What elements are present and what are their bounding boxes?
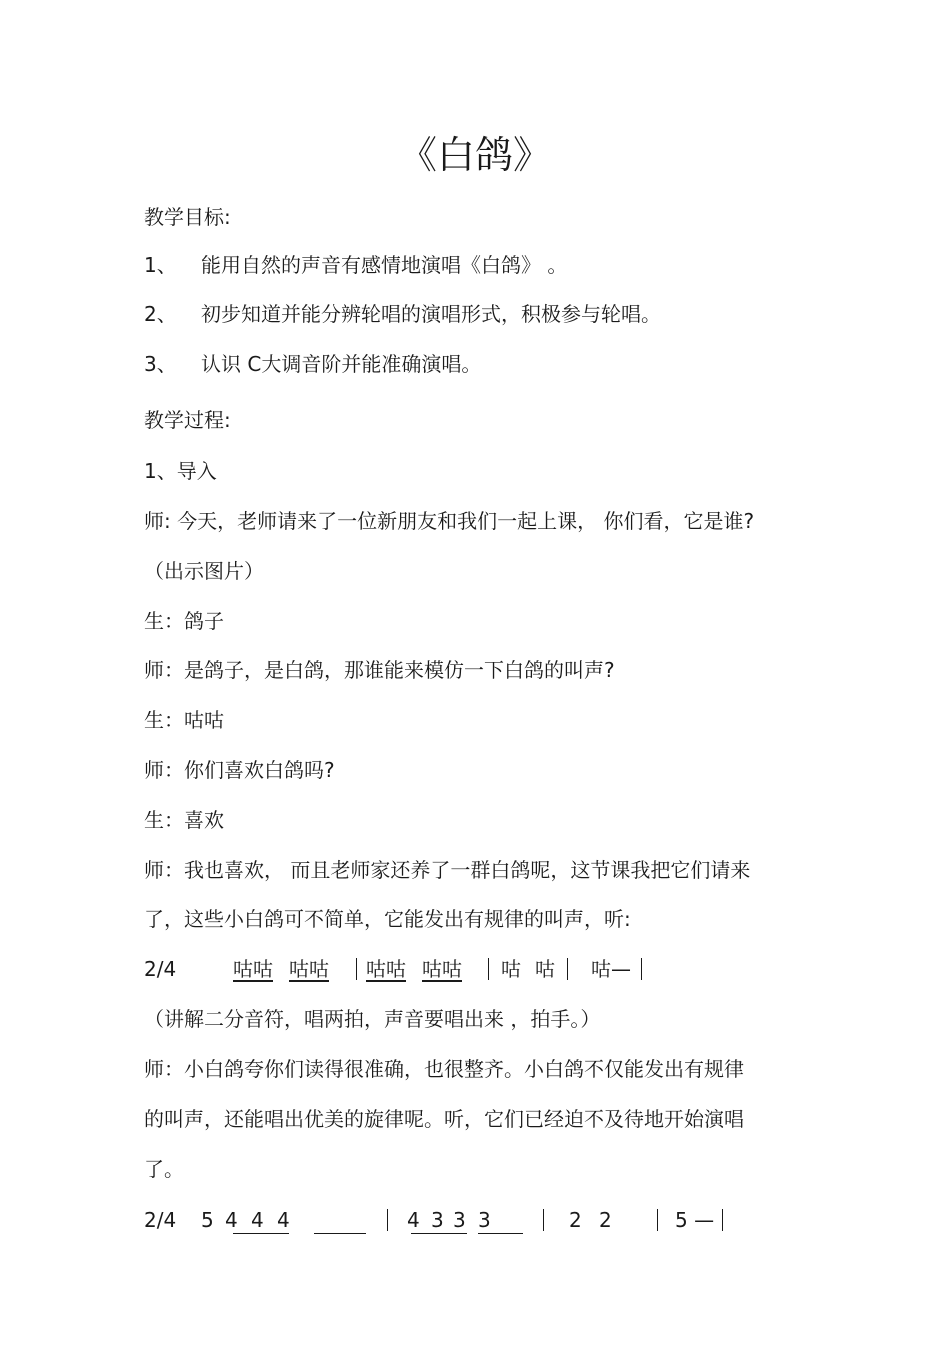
melody-notation (144, 1206, 744, 1236)
melody-note: 3 (453, 1208, 466, 1232)
objectives-heading: 教学目标: (144, 205, 231, 229)
time-signature: 2/4 (144, 957, 177, 981)
rhythm-note: 咕咕 (289, 957, 329, 981)
time-signature: 2/4 (144, 1208, 177, 1232)
dialogue-line: 生：鸽子 (144, 609, 224, 633)
rhythm-note: 咕 (535, 957, 555, 981)
barline (641, 958, 642, 980)
dialogue-line: 师：你们喜欢白鸽吗? (144, 758, 335, 782)
dialogue-line: 师：我也喜欢， 而且老师家还养了一群白鸽呢，这节课我把它们请来 (144, 858, 751, 882)
beam-line (478, 1233, 523, 1234)
explanation-line: （讲解二分音符，唱两拍，声音要唱出来 ，拍手。） (144, 1007, 601, 1031)
rhythm-note: 咕咕 (366, 957, 406, 981)
objective-item (144, 350, 481, 378)
melody-note: 2 (599, 1208, 612, 1232)
process-heading: 教学过程: (144, 408, 231, 432)
barline (657, 1209, 658, 1231)
dialogue-line: 了。 (144, 1157, 184, 1181)
barline (488, 958, 489, 980)
barline (356, 958, 357, 980)
barline (543, 1209, 544, 1231)
beam-line (411, 1233, 467, 1234)
melody-note: 2 (569, 1208, 582, 1232)
melody-note: 4 (225, 1208, 238, 1232)
barline (567, 958, 568, 980)
melody-note: 3 (431, 1208, 444, 1232)
dialogue-line: 了，这些小白鸽可不简单，它能发出有规律的叫声，听: (144, 907, 631, 931)
dialogue-line: 的叫声，还能唱出优美的旋律呢。听，它们已经迫不及待地开始演唱 (144, 1107, 744, 1131)
item-number: 3、 (144, 352, 177, 376)
step-heading: 1、导入 (144, 459, 217, 483)
beam-line (233, 1233, 289, 1234)
barline (387, 1209, 388, 1231)
item-number: 1、 (144, 253, 177, 277)
dialogue-line: （出示图片） (144, 559, 264, 583)
rhythm-note: 咕咕 (422, 957, 462, 981)
dialogue-line: 生：喜欢 (144, 808, 224, 832)
dialogue-line: 师：小白鸽夸你们读得很准确，也很整齐。小白鸽不仅能发出有规律 (144, 1057, 744, 1081)
melody-note: 3 (478, 1208, 491, 1232)
item-text: 认识 C大调音阶并能准确演唱。 (201, 352, 482, 376)
dialogue-line: 生：咕咕 (144, 708, 224, 732)
melody-note: 5 — (675, 1208, 715, 1232)
dialogue-line: 师: 今天，老师请来了一位新朋友和我们一起上课， 你们看，它是谁? (144, 509, 755, 533)
objective-item (144, 251, 567, 279)
page-title: 《白鸽》 (398, 133, 551, 177)
melody-note: 4 (407, 1208, 420, 1232)
item-text: 能用自然的声音有感情地演唱《白鸽》 。 (201, 253, 568, 277)
rhythm-notation (144, 955, 664, 985)
dialogue-line: 师：是鸽子，是白鸽，那谁能来模仿一下白鸽的叫声? (144, 658, 615, 682)
melody-note: 5 (201, 1208, 214, 1232)
barline (722, 1209, 723, 1231)
melody-note: 4 (277, 1208, 290, 1232)
melody-note: 4 (251, 1208, 264, 1232)
beam-line (314, 1233, 366, 1234)
objective-item (144, 300, 661, 328)
rhythm-note: 咕— (591, 957, 631, 981)
item-number: 2、 (144, 302, 177, 326)
rhythm-note: 咕 (501, 957, 521, 981)
item-text: 初步知道并能分辨轮唱的演唱形式，积极参与轮唱。 (201, 302, 661, 326)
rhythm-note: 咕咕 (233, 957, 273, 981)
